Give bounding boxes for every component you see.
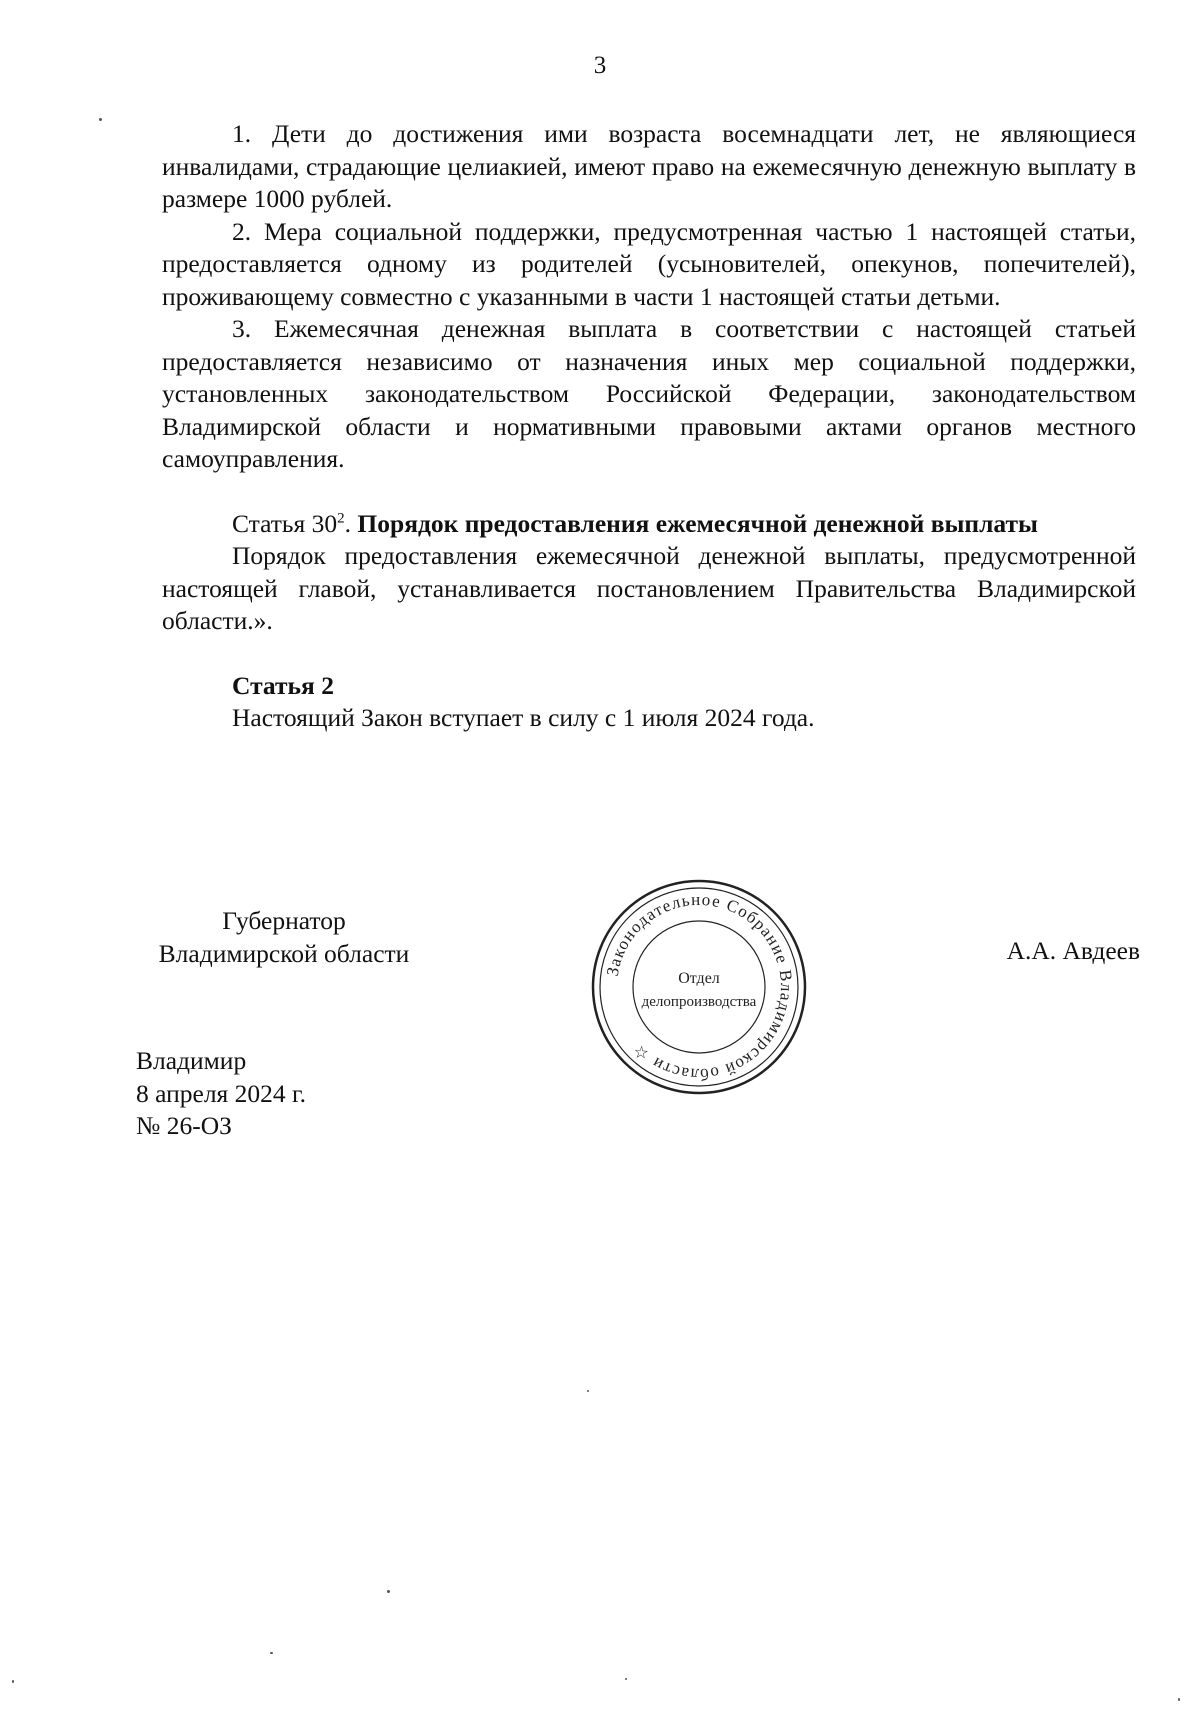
article-30-2-text: Порядок предоставления ежемесячной денежной выплаты, предусмотренной настоящей главой, устанавливается постановлением Правительства Владимирской области.». <box>162 541 1136 635</box>
signatory-position-line-1: Губернатор <box>222 906 346 935</box>
paragraph-3: 3. Ежемесячная денежная выплата в соответствии с настоящей статьей предоставляется независимо от назначения иных мер социальной поддержки, установленных законодательством Российской Федерации, законодательством Владимирской области и нормативными правовыми актами органов местного самоуправления. <box>162 314 1136 473</box>
article-30-2-title: Порядок предоставления ежемесячной денежной выплаты <box>357 508 1038 538</box>
page-number: 3 <box>593 52 607 79</box>
stamp-ring-text: Законодательное Собрание Владимирской области ☆ <box>602 889 797 1085</box>
date: 8 апреля 2024 г. <box>136 1078 306 1108</box>
signatory-position-line-2: Владимирской области <box>158 938 410 968</box>
scan-speck <box>99 118 102 121</box>
article-30-2-superscript: 2 <box>337 510 345 526</box>
stamp-center-line-2: делопроизводства <box>641 994 757 1010</box>
paragraph-1: 1. Дети до достижения ими возраста восемнадцати лет, не являющиеся инвалидами, страдающие целиакией, имеют право на ежемесячную денежную выплату в размере 1000 рублей. <box>162 119 1136 213</box>
article-30-2-heading <box>162 508 1136 541</box>
law-number: № 26-ОЗ <box>136 1111 232 1140</box>
article-30-2-prefix: Статья 30 <box>232 508 338 538</box>
article-2-text: Настоящий Закон вступает в силу с 1 июля 2024 года. <box>232 703 815 732</box>
city: Владимир <box>136 1046 247 1075</box>
scan-speck <box>625 1678 627 1680</box>
official-stamp <box>588 876 810 1098</box>
law-body <box>162 118 1136 735</box>
signatory-name: А.А. Авдеев <box>1006 936 1140 965</box>
stamp-center-line-1: Отдел <box>678 970 720 987</box>
scan-speck <box>387 1590 390 1593</box>
scan-speck <box>587 1390 589 1392</box>
article-2-heading: Статья 2 <box>232 670 334 700</box>
scan-speck <box>1178 1698 1180 1701</box>
article-30-2-dot: . <box>344 508 358 538</box>
scan-speck <box>12 1680 14 1683</box>
place-and-date <box>136 1045 436 1143</box>
signatory-position <box>134 905 434 970</box>
paragraph-2: 2. Мера социальной поддержки, предусмотренная частью 1 настоящей статьи, предоставляется одному из родителей (усыновителей, опекунов, попечителей), проживающему совместно с указанными в части 1 настоящей статьи детьми. <box>162 216 1136 311</box>
scan-speck <box>270 1652 273 1654</box>
